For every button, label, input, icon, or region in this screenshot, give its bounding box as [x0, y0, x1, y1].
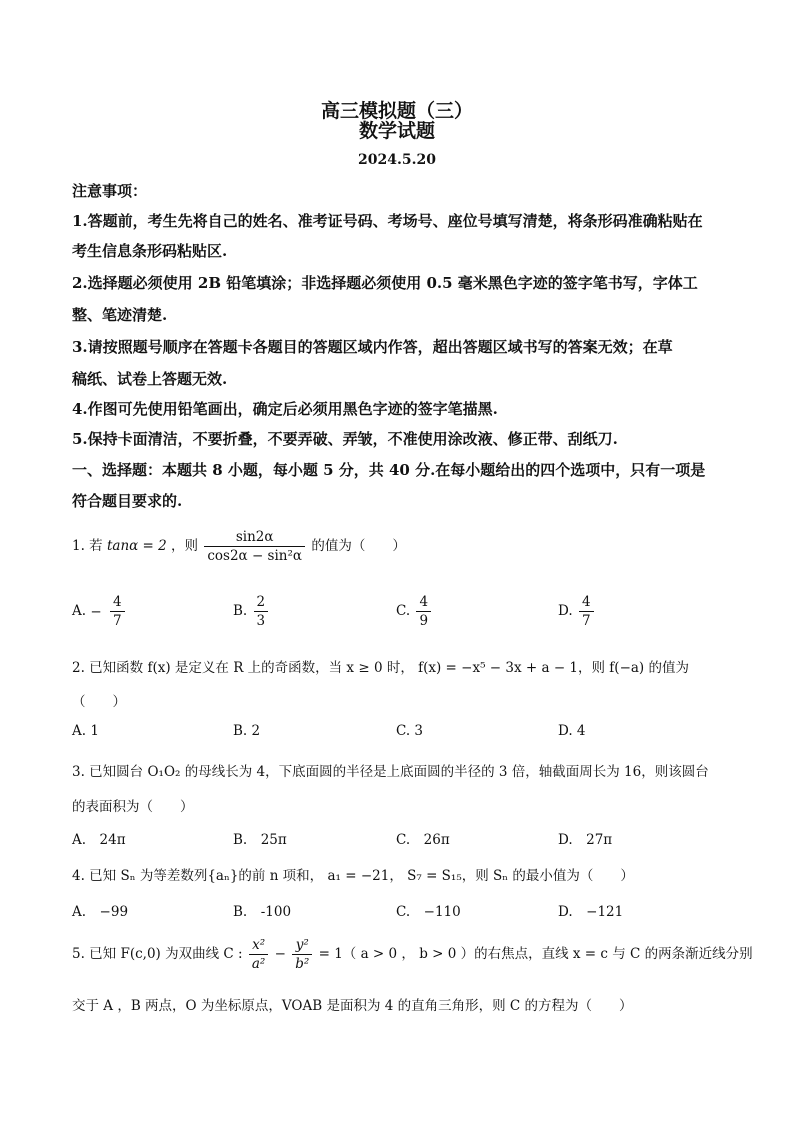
q1-option-d-label: D. [558, 603, 573, 619]
q2-option-b: B. 2 [233, 723, 261, 739]
q5-fraction-y [292, 936, 312, 973]
q1-option-d [558, 593, 596, 630]
q2-option-c: C. 3 [396, 723, 424, 739]
q4-option-b: B. -100 [233, 904, 292, 920]
q4-option-c: C. −110 [396, 904, 461, 920]
q5-minus: − [274, 946, 286, 962]
notice-item-2-line1: 2.选择题必须使用 2B 铅笔填涂；非选择题必须使用 0.5 毫米黑色字迹的签字笔书写，字体工 [72, 274, 698, 292]
q1-prefix: 1. 若 [72, 538, 103, 554]
q5-fraction-x [249, 936, 268, 973]
q1-option-d-num: 4 [579, 593, 594, 612]
q5-fraction-y-den: b² [295, 956, 310, 972]
q1-option-b-den: 3 [256, 613, 266, 629]
q1-option-c-frac [416, 593, 431, 630]
notice-item-1-line1: 1.答题前，考生先将自己的姓名、准考证号码、考场号、座位号填写清楚，将条形码准确粘贴在 [72, 212, 703, 230]
section-heading-line1: 一、选择题：本题共 8 小题，每小题 5 分，共 40 分.在每小题给出的四个选项中，只有一项是 [72, 461, 706, 479]
section-heading-line2: 符合题目要求的. [72, 492, 183, 510]
q4-option-d: D. −121 [558, 904, 624, 920]
notice-item-1-line2: 考生信息条形码粘贴区. [72, 242, 228, 260]
q1-fraction-den: cos2α − sin²α [207, 548, 303, 564]
q5-fraction-y-num: y² [292, 936, 312, 955]
q1-condition: tanα = 2 [106, 538, 167, 554]
question-4: 4. 已知 Sₙ 为等差数列{aₙ}的前 n 项和， a₁ = −21， S₇ = S₁₅，则 Sₙ 的最小值为（ ） [72, 868, 634, 884]
q1-option-a-frac [110, 593, 125, 630]
q1-option-a-sign: − [90, 603, 102, 620]
exam-date: 2024.5.20 [358, 152, 436, 168]
q5-fraction-x-num: x² [249, 936, 268, 955]
q3-option-b: B. 25π [233, 832, 287, 848]
q3-option-d: D. 27π [558, 832, 613, 848]
q1-suffix: 的值为（ ） [311, 538, 406, 554]
q1-option-d-den: 7 [581, 613, 591, 629]
q1-option-c-label: C. [396, 603, 411, 619]
q2-option-a: A. 1 [72, 723, 99, 739]
question-3-line1: 3. 已知圆台 O₁O₂ 的母线长为 4，下底面圆的半径是上底面圆的半径的 3 倍，轴截面周长为 16，则该圆台 [72, 764, 709, 780]
exam-title: 高三模拟题（三） [320, 100, 473, 122]
q1-option-a-den: 7 [112, 613, 122, 629]
q4-option-a: A. −99 [72, 904, 129, 920]
q1-option-a-label: A. [72, 603, 87, 619]
q3-option-c: C. 26π [396, 832, 450, 848]
q1-option-b-label: B. [233, 603, 248, 619]
q5-rest: = 1（ a > 0 ， b > 0 ）的右焦点，直线 x = c 与 C 的两条渐近线分别 [318, 946, 753, 962]
q1-mid: ，则 [171, 538, 199, 554]
question-1 [72, 528, 406, 565]
question-5-line1 [72, 936, 753, 973]
notice-item-5: 5.保持卡面清洁，不要折叠，不要弄破、弄皱，不准使用涂改液、修正带、刮纸刀. [72, 430, 618, 448]
question-3-line2: 的表面积为（ ） [72, 799, 194, 815]
q1-option-a [72, 593, 127, 630]
exam-subject: 数学试题 [358, 120, 435, 142]
question-5-line2: 交于 A ，B 两点，O 为坐标原点，VOAB 是面积为 4 的直角三角形，则 C 的方程为（ ） [72, 998, 633, 1014]
q1-fraction [204, 528, 305, 565]
q3-option-a: A. 24π [72, 832, 126, 848]
q1-option-c-den: 9 [419, 613, 429, 629]
q1-option-b-frac [254, 593, 269, 630]
q1-option-a-num: 4 [110, 593, 125, 612]
notice-item-3-line2: 稿纸、试卷上答题无效. [72, 370, 228, 388]
q2-option-d: D. 4 [558, 723, 586, 739]
q1-fraction-num: sin2α [204, 528, 305, 547]
notice-item-2-line2: 整、笔迹清楚. [72, 306, 168, 324]
notice-heading: 注意事项： [72, 182, 148, 200]
q1-option-b [233, 593, 270, 630]
q1-option-c-num: 4 [416, 593, 431, 612]
q5-fraction-x-den: a² [251, 956, 266, 972]
q5-prefix: 5. 已知 F(c,0) 为双曲线 C : [72, 946, 243, 962]
question-2-line1: 2. 已知函数 f(x) 是定义在 R 上的奇函数，当 x ≥ 0 时， f(x) = −x⁵ − 3x + a − 1，则 f(−a) 的值为 [72, 660, 689, 676]
q1-option-b-num: 2 [254, 593, 269, 612]
notice-item-3-line1: 3.请按照题号顺序在答题卡各题目的答题区域内作答，超出答题区域书写的答案无效；在草 [72, 338, 673, 356]
q1-option-c [396, 593, 433, 630]
question-2-line2: （ ） [72, 694, 126, 710]
notice-item-4: 4.作图可先使用铅笔画出，确定后必须用黑色字迹的签字笔描黑. [72, 400, 498, 418]
q1-option-d-frac [579, 593, 594, 630]
